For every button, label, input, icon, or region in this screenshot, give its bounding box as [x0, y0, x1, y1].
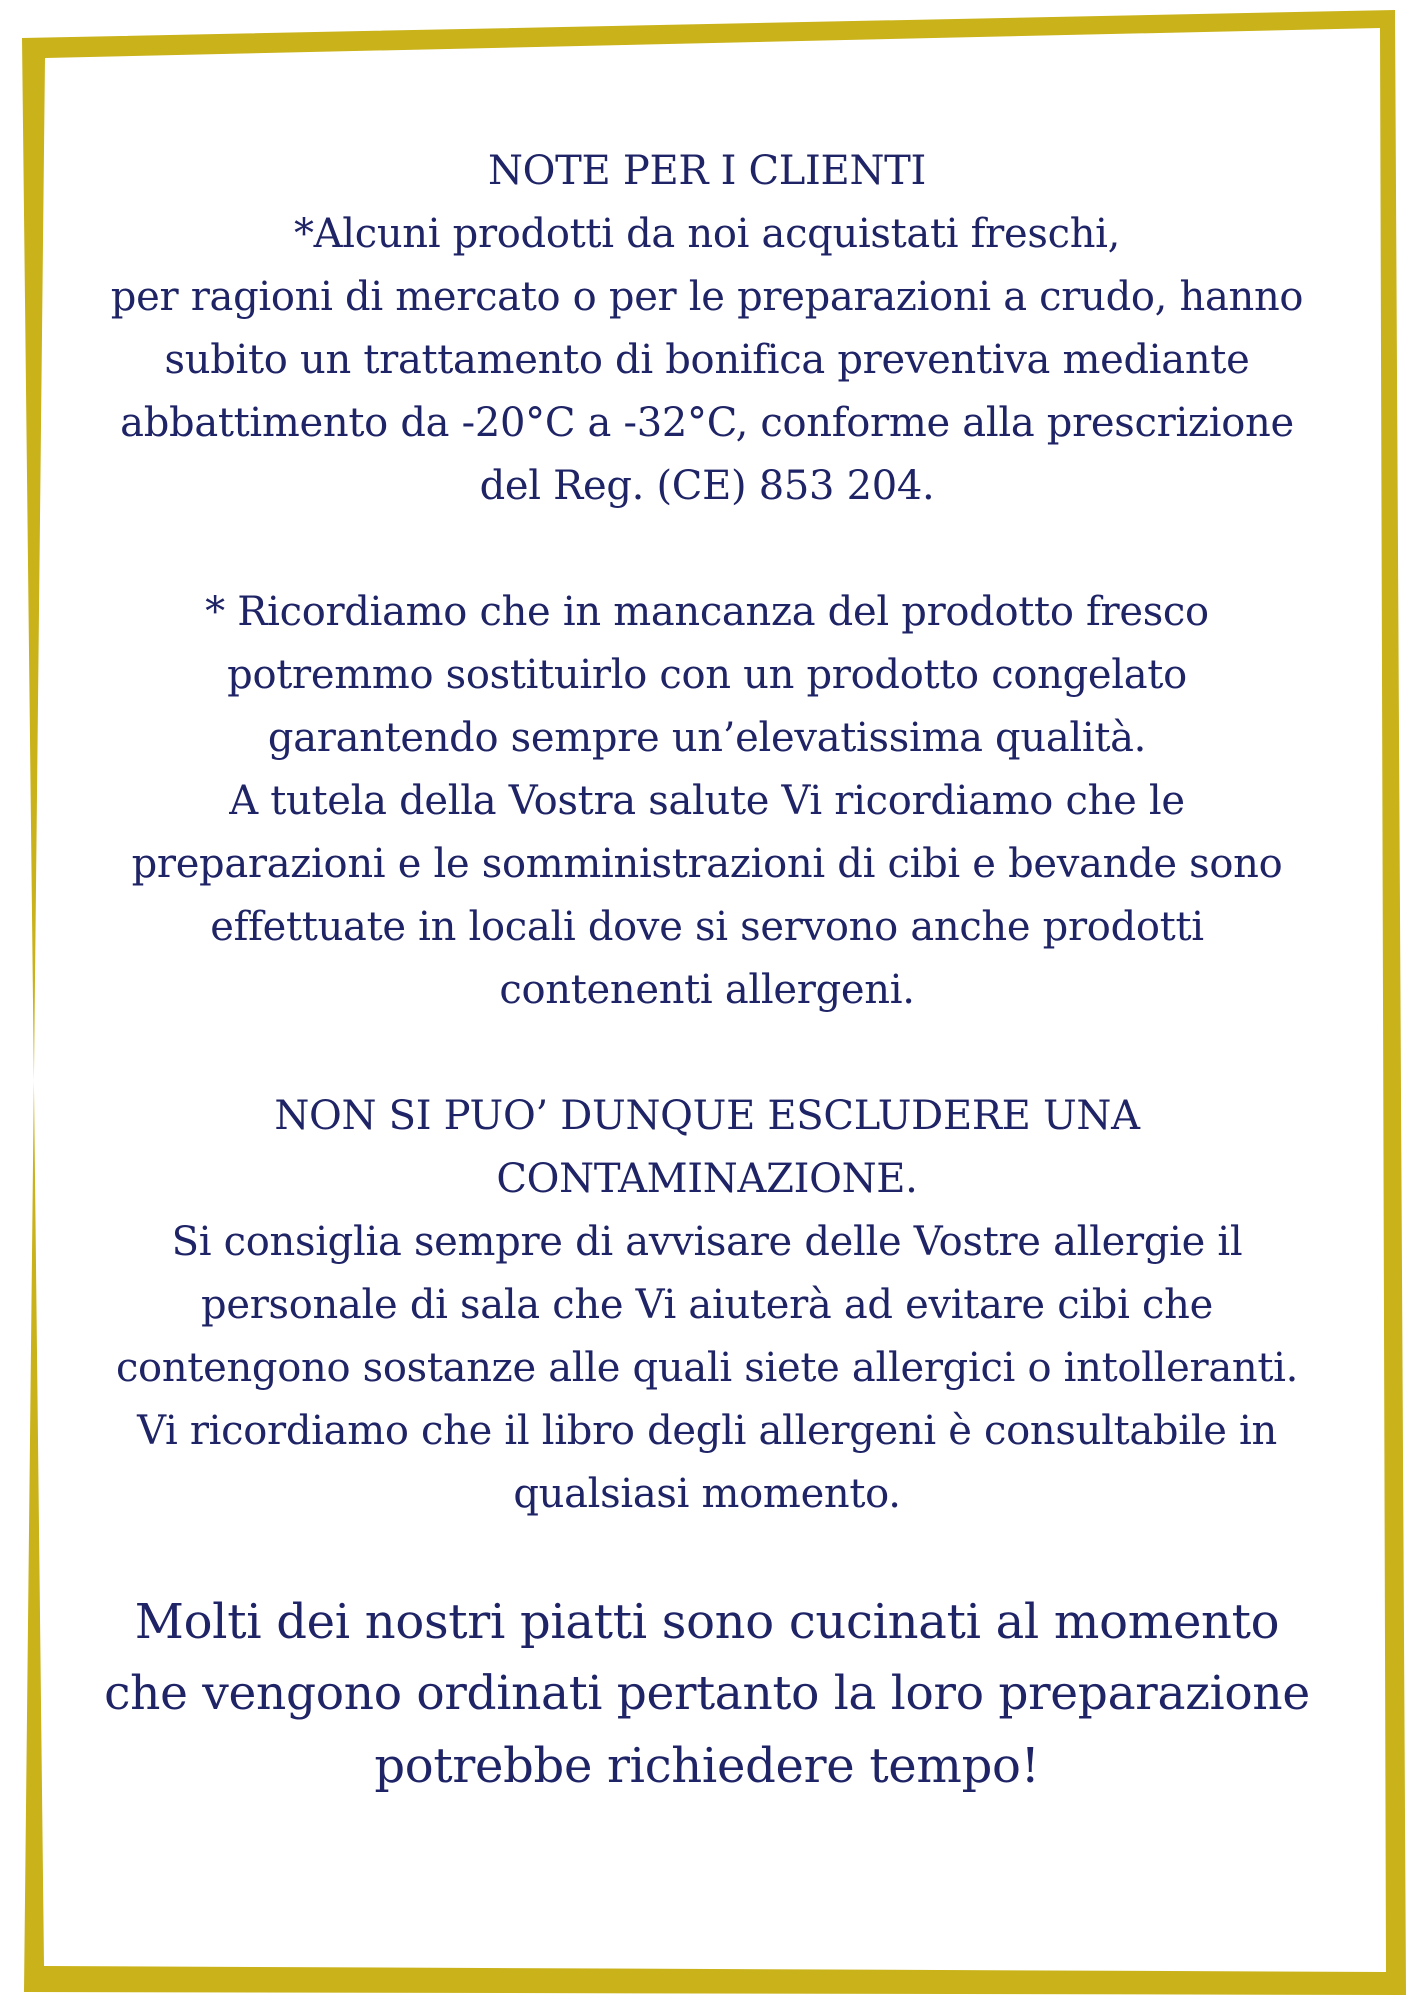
- paragraph3-line: Vi ricordiamo che il libro degli allergeni è consultabile in: [137, 1408, 1277, 1454]
- paragraph2-line: * Ricordiamo che in mancanza del prodotto fresco: [205, 589, 1209, 635]
- paragraph2-line: garantendo sempre un’elevatissima qualità.: [267, 715, 1147, 761]
- paragraph-spacer: [100, 1022, 1314, 1085]
- paragraph2-line: contenenti allergeni.: [499, 967, 915, 1013]
- closing-line: che vengono ordinati pertanto la loro preparazione: [104, 1666, 1310, 1721]
- notes-content: [100, 140, 1314, 1802]
- paragraph1-line: per ragioni di mercato o per le preparazioni a crudo, hanno: [110, 274, 1304, 320]
- paragraph-spacer: [100, 518, 1314, 581]
- paragraph1-line: del Reg. (CE) 853 204.: [479, 463, 935, 509]
- paragraph3-line: contengono sostanze alle quali siete allergici o intolleranti.: [115, 1345, 1299, 1391]
- paragraph2-line: potremmo sostituirlo con un prodotto congelato: [227, 652, 1187, 698]
- paragraph1-line: abbattimento da -20°C a -32°C, conforme alla prescrizione: [120, 400, 1294, 446]
- closing-line: Molti dei nostri piatti sono cucinati al momento: [134, 1594, 1280, 1650]
- paragraph1-line: *Alcuni prodotti da noi acquistati freschi,: [293, 211, 1121, 257]
- paragraph2-line: A tutela della Vostra salute Vi ricordiamo che le: [229, 778, 1185, 824]
- paragraph3-line: NON SI PUO’ DUNQUE ESCLUDERE UNA: [274, 1093, 1140, 1139]
- closing-line: potrebbe richiedere tempo!: [374, 1738, 1040, 1794]
- customer-notes: [100, 140, 1314, 1526]
- notes-title: NOTE PER I CLIENTI: [487, 148, 927, 194]
- paragraph3-line: Si consiglia sempre di avvisare delle Vostre allergie il: [171, 1219, 1243, 1265]
- paragraph2-line: preparazioni e le somministrazioni di cibi e bevande sono: [131, 841, 1283, 887]
- paragraph3-line: qualsiasi momento.: [513, 1471, 901, 1517]
- paragraph3-line: personale di sala che Vi aiuterà ad evitare cibi che: [201, 1282, 1213, 1328]
- closing-message: [100, 1586, 1314, 1802]
- paragraph1-line: subito un trattamento di bonifica preventiva mediante: [164, 337, 1250, 383]
- paragraph3-line: CONTAMINAZIONE.: [496, 1156, 918, 1202]
- paragraph2-line: effettuate in locali dove si servono anche prodotti: [210, 904, 1204, 950]
